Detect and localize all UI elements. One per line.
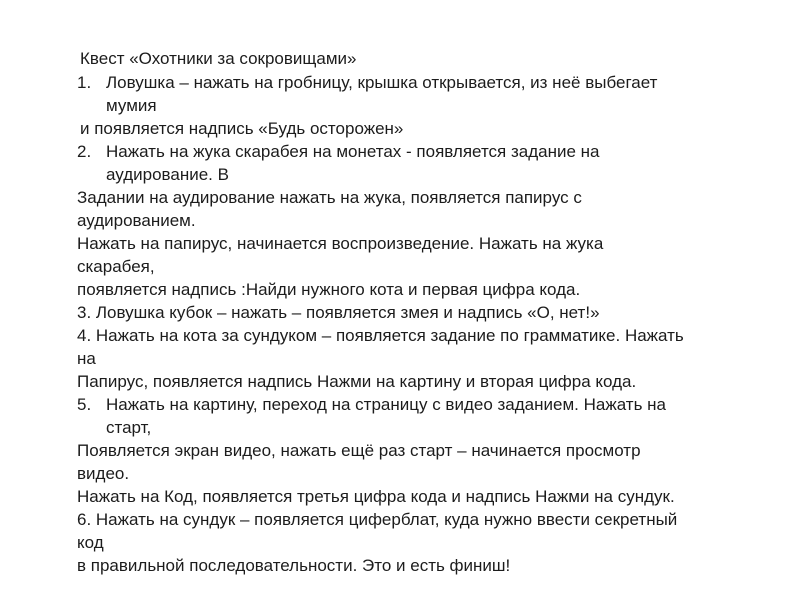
- text-line: старт,: [106, 418, 152, 437]
- text-line: аудирование. В: [106, 165, 229, 184]
- list-number: 1.: [77, 73, 92, 92]
- text-line: Ловушка – нажать на гробницу, крышка открывается, из неё выбегает: [106, 73, 658, 92]
- text-line: Нажать на папирус, начинается воспроизведение. Нажать на жука: [77, 234, 604, 253]
- text-line: Нажать на картину, переход на страницу с видео заданием. Нажать на: [106, 395, 667, 414]
- text-line: в правильной последовательности. Это и есть финиш!: [77, 556, 511, 575]
- text-line: 4. Нажать на кота за сундуком – появляется задание по грамматике. Нажать: [77, 326, 684, 345]
- text-line: 6. Нажать на сундук – появляется циферблат, куда нужно ввести секретный: [77, 510, 678, 529]
- document-title: Квест «Охотники за сокровищами»: [80, 49, 357, 68]
- text-line: появляется надпись :Найди нужного кота и первая цифра кода.: [77, 280, 581, 299]
- text-line: 3. Ловушка кубок – нажать – появляется змея и надпись «О, нет!»: [77, 303, 600, 322]
- text-line: код: [77, 533, 104, 552]
- text-line: Нажать на жука скарабея на монетах - появляется задание на: [106, 142, 600, 161]
- text-line: на: [77, 349, 96, 368]
- text-line: и появляется надпись «Будь осторожен»: [80, 119, 404, 138]
- text-line: Появляется экран видео, нажать ещё раз старт – начинается просмотр: [77, 441, 641, 460]
- text-line: скарабея,: [77, 257, 155, 276]
- text-line: Нажать на Код, появляется третья цифра кода и надпись Нажми на сундук.: [77, 487, 675, 506]
- text-line: мумия: [106, 96, 157, 115]
- list-number: 2.: [77, 142, 92, 161]
- text-line: Задании на аудирование нажать на жука, появляется папирус с: [77, 188, 582, 207]
- list-number: 5.: [77, 395, 92, 414]
- text-line: аудированием.: [77, 211, 196, 230]
- text-line: Папирус, появляется надпись Нажми на картину и вторая цифра кода.: [77, 372, 637, 391]
- text-line: видео.: [77, 464, 130, 483]
